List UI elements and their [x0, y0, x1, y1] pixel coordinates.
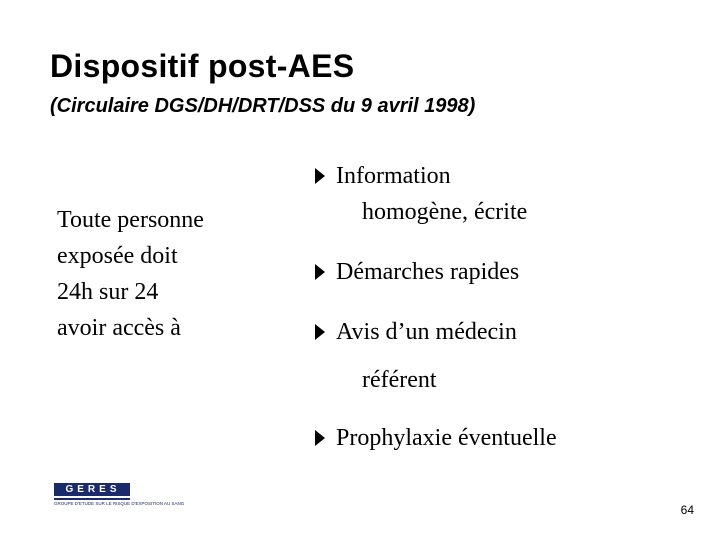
bullet-item-prophylaxie — [312, 420, 557, 456]
left-line: 24h sur 24 — [57, 279, 159, 305]
bullet-arrow-icon — [315, 430, 325, 446]
bullet-text: Démarches rapides — [336, 259, 520, 285]
bullet-item-demarches — [312, 254, 519, 290]
bullet-arrow-icon — [315, 168, 325, 184]
bullet-continuation: homogène, écrite — [362, 199, 528, 225]
logo-divider — [54, 498, 130, 500]
slide-subtitle: (Circulaire DGS/DH/DRT/DSS du 9 avril 1998) — [50, 95, 476, 117]
left-line: avoir accès à — [57, 315, 181, 341]
logo-tagline: GROUPE D'ETUDE SUR LE RISQUE D'EXPOSITION AU SANG — [54, 501, 185, 506]
bullet-continuation: référent — [362, 367, 437, 393]
bullet-item-avis — [312, 314, 517, 398]
geres-logo — [54, 483, 185, 513]
left-line: Toute personne — [57, 207, 204, 233]
bullet-text: Prophylaxie éventuelle — [336, 425, 557, 451]
bullet-text: Avis d’un médecin — [336, 319, 517, 345]
bullet-item-information — [312, 158, 527, 230]
page-number: 64 — [680, 503, 694, 517]
bullet-arrow-icon — [315, 264, 325, 280]
bullet-arrow-icon — [315, 324, 325, 340]
logo-wordmark: GERES — [54, 483, 130, 496]
bullet-text: Information — [336, 163, 451, 189]
left-line: exposée doit — [57, 243, 178, 269]
slide-title: Dispositif post-AES — [50, 48, 355, 84]
left-text-block — [57, 202, 277, 346]
